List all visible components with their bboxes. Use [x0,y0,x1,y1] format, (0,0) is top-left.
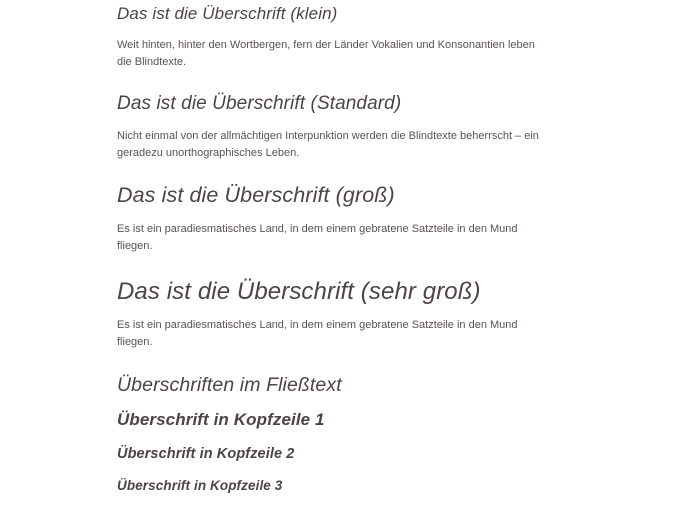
heading-inline-text: Überschriften im Fließtext [117,374,342,396]
paragraph-2: Nicht einmal von der allmächtigen Interpunktion werden die Blindtexte beherrscht – ein geradezu unorthographisches Leben. [117,130,539,159]
heading-extra-large: Das ist die Überschrift (sehr groß) [117,278,481,305]
heading-header-3: Überschrift in Kopfzeile 3 [117,478,283,493]
paragraph-4: Es ist ein paradiesmatisches Land, in dem einem gebratene Satzteile in den Mund fliegen. [117,319,518,348]
paragraph-3: Es ist ein paradiesmatisches Land, in dem einem gebratene Satzteile in den Mund fliegen. [117,223,518,252]
heading-header-1: Überschrift in Kopfzeile 1 [117,410,325,429]
heading-header-2: Überschrift in Kopfzeile 2 [117,446,295,462]
heading-large: Das ist die Überschrift (groß) [117,183,395,207]
heading-small: Das ist die Überschrift (klein) [117,4,338,23]
paragraph-1: Weit hinten, hinter den Wortbergen, fern der Länder Vokalien und Konsonantien leben die Blindtexte. [117,39,535,68]
heading-standard: Das ist die Überschrift (Standard) [117,93,402,114]
